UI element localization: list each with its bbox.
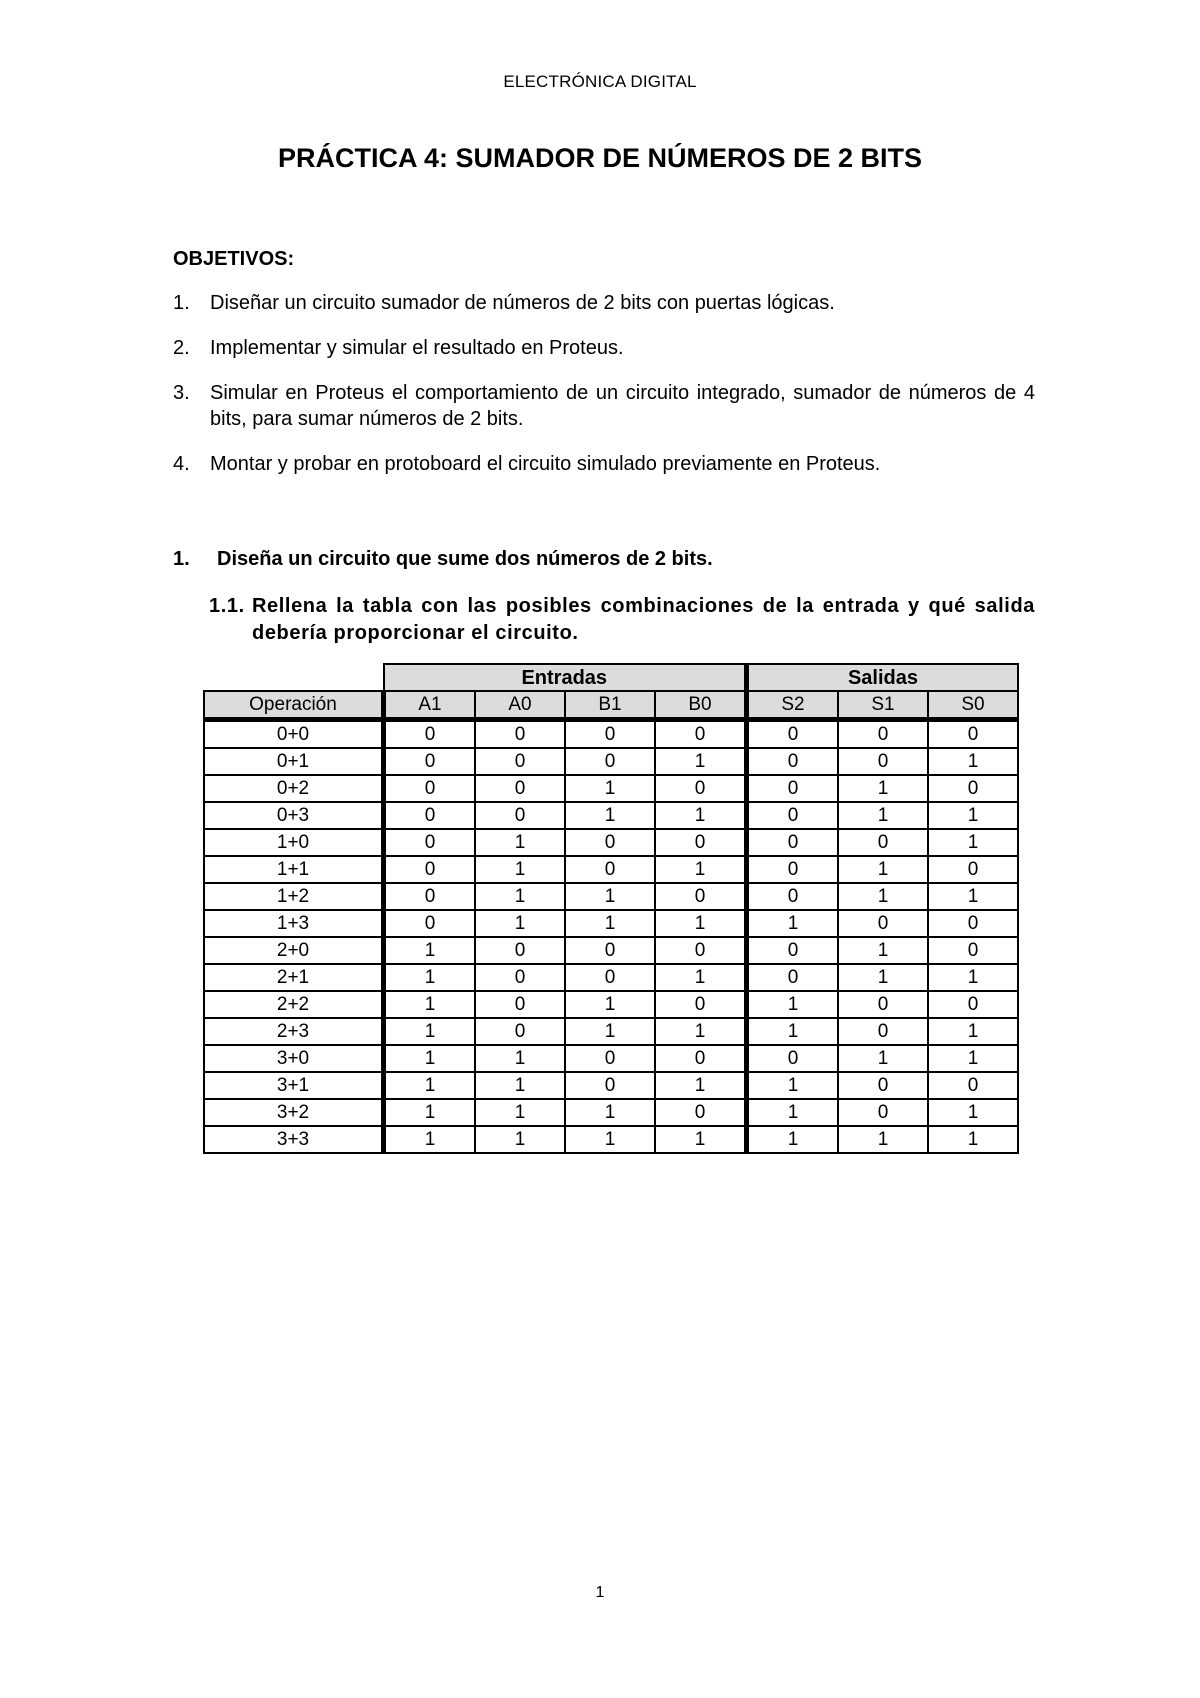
cell-b0: 0 xyxy=(655,883,747,910)
cell-s0: 1 xyxy=(928,1099,1018,1126)
cell-b0: 0 xyxy=(655,1099,747,1126)
cell-a1: 0 xyxy=(384,802,476,829)
cell-a1: 0 xyxy=(384,910,476,937)
cell-a1: 1 xyxy=(384,1126,476,1153)
table-row xyxy=(204,937,1018,964)
section-heading xyxy=(173,548,713,571)
cell-s2: 1 xyxy=(747,1099,839,1126)
cell-a0: 0 xyxy=(475,720,565,749)
cell-a1: 1 xyxy=(384,991,476,1018)
cell-s1: 0 xyxy=(838,991,928,1018)
column-header-row xyxy=(204,691,1018,720)
cell-a1: 0 xyxy=(384,829,476,856)
cell-s2: 1 xyxy=(747,1126,839,1153)
objective-text: Implementar y simular el resultado en Proteus. xyxy=(210,337,624,359)
cell-operation: 3+3 xyxy=(204,1126,384,1153)
cell-s2: 0 xyxy=(747,937,839,964)
cell-s0: 1 xyxy=(928,829,1018,856)
col-header-operacion: Operación xyxy=(204,691,384,720)
table-row xyxy=(204,802,1018,829)
cell-a1: 0 xyxy=(384,856,476,883)
objective-text: Montar y probar en protoboard el circuito simulado previamente en Proteus. xyxy=(210,453,881,475)
cell-b1: 0 xyxy=(565,856,655,883)
cell-b0: 1 xyxy=(655,964,747,991)
cell-s0: 0 xyxy=(928,910,1018,937)
cell-b0: 1 xyxy=(655,910,747,937)
inputs-group-header: Entradas xyxy=(384,664,747,691)
cell-b1: 1 xyxy=(565,1126,655,1153)
cell-b1: 0 xyxy=(565,748,655,775)
cell-s2: 0 xyxy=(747,1045,839,1072)
cell-b0: 1 xyxy=(655,1018,747,1045)
table-row xyxy=(204,1018,1018,1045)
table-row xyxy=(204,720,1018,749)
cell-a0: 0 xyxy=(475,748,565,775)
cell-a1: 1 xyxy=(384,1072,476,1099)
table-row xyxy=(204,829,1018,856)
cell-operation: 0+2 xyxy=(204,775,384,802)
section-text: Diseña un circuito que sume dos números de 2 bits. xyxy=(217,548,713,570)
cell-b1: 1 xyxy=(565,991,655,1018)
cell-s1: 1 xyxy=(838,775,928,802)
cell-b1: 1 xyxy=(565,1018,655,1045)
cell-s1: 1 xyxy=(838,964,928,991)
col-header-s1: S1 xyxy=(838,691,928,720)
objectives-list xyxy=(173,290,1035,496)
cell-a1: 0 xyxy=(384,883,476,910)
page-header: ELECTRÓNICA DIGITAL xyxy=(503,72,697,91)
cell-s0: 1 xyxy=(928,802,1018,829)
cell-s1: 0 xyxy=(838,1072,928,1099)
cell-s2: 0 xyxy=(747,829,839,856)
cell-s2: 0 xyxy=(747,856,839,883)
cell-a0: 1 xyxy=(475,1072,565,1099)
cell-a0: 1 xyxy=(475,1099,565,1126)
col-header-s0: S0 xyxy=(928,691,1018,720)
cell-b0: 1 xyxy=(655,1072,747,1099)
cell-b1: 1 xyxy=(565,1099,655,1126)
cell-s2: 1 xyxy=(747,991,839,1018)
objective-text: Simular en Proteus el comportamiento de un circuito integrado, sumador de números de 4 bits, para sumar números de 2 bits. xyxy=(210,382,1035,430)
cell-a1: 1 xyxy=(384,1018,476,1045)
table-row xyxy=(204,1072,1018,1099)
cell-a0: 1 xyxy=(475,883,565,910)
cell-s1: 0 xyxy=(838,1099,928,1126)
table-row xyxy=(204,1099,1018,1126)
cell-s0: 0 xyxy=(928,1072,1018,1099)
cell-operation: 1+1 xyxy=(204,856,384,883)
cell-a0: 0 xyxy=(475,802,565,829)
cell-s1: 1 xyxy=(838,937,928,964)
cell-a0: 0 xyxy=(475,1018,565,1045)
cell-operation: 0+1 xyxy=(204,748,384,775)
subsection-number: 1.1. xyxy=(209,595,245,617)
cell-b1: 1 xyxy=(565,883,655,910)
table-row xyxy=(204,1126,1018,1153)
cell-b1: 0 xyxy=(565,1045,655,1072)
cell-s0: 1 xyxy=(928,883,1018,910)
cell-operation: 3+0 xyxy=(204,1045,384,1072)
cell-a0: 0 xyxy=(475,775,565,802)
cell-s2: 0 xyxy=(747,748,839,775)
cell-a1: 1 xyxy=(384,964,476,991)
cell-s2: 0 xyxy=(747,964,839,991)
cell-b0: 0 xyxy=(655,720,747,749)
table-row xyxy=(204,1045,1018,1072)
cell-b0: 0 xyxy=(655,937,747,964)
cell-operation: 1+3 xyxy=(204,910,384,937)
objective-item xyxy=(173,380,1035,432)
cell-s2: 1 xyxy=(747,1072,839,1099)
cell-b1: 1 xyxy=(565,802,655,829)
cell-operation: 2+0 xyxy=(204,937,384,964)
cell-a0: 1 xyxy=(475,1126,565,1153)
cell-s1: 0 xyxy=(838,748,928,775)
cell-a0: 0 xyxy=(475,964,565,991)
table-row xyxy=(204,910,1018,937)
cell-b0: 1 xyxy=(655,748,747,775)
cell-s1: 1 xyxy=(838,1126,928,1153)
cell-a0: 0 xyxy=(475,937,565,964)
cell-s1: 0 xyxy=(838,910,928,937)
col-header-a0: A0 xyxy=(475,691,565,720)
objective-item xyxy=(173,335,1035,361)
cell-a0: 1 xyxy=(475,856,565,883)
outputs-group-header: Salidas xyxy=(747,664,1019,691)
cell-s1: 1 xyxy=(838,856,928,883)
cell-a0: 1 xyxy=(475,829,565,856)
cell-b0: 0 xyxy=(655,1045,747,1072)
subsection-text: Rellena la tabla con las posibles combinaciones de la entrada y qué salida debería proporcionar el circuito. xyxy=(252,595,1035,644)
cell-s0: 1 xyxy=(928,1045,1018,1072)
cell-operation: 3+2 xyxy=(204,1099,384,1126)
cell-a1: 0 xyxy=(384,720,476,749)
cell-s0: 1 xyxy=(928,1126,1018,1153)
cell-a1: 1 xyxy=(384,937,476,964)
objective-number: 4. xyxy=(173,453,190,475)
cell-s2: 0 xyxy=(747,802,839,829)
table-row xyxy=(204,883,1018,910)
cell-s2: 0 xyxy=(747,883,839,910)
cell-b1: 1 xyxy=(565,910,655,937)
cell-operation: 0+0 xyxy=(204,720,384,749)
cell-a0: 1 xyxy=(475,1045,565,1072)
cell-operation: 2+1 xyxy=(204,964,384,991)
cell-s0: 0 xyxy=(928,856,1018,883)
group-header-row xyxy=(204,664,1018,691)
objective-number: 2. xyxy=(173,337,190,359)
col-header-a1: A1 xyxy=(384,691,476,720)
cell-s1: 1 xyxy=(838,883,928,910)
cell-operation: 1+0 xyxy=(204,829,384,856)
cell-s0: 1 xyxy=(928,964,1018,991)
cell-a0: 1 xyxy=(475,910,565,937)
cell-b0: 0 xyxy=(655,775,747,802)
objective-item xyxy=(173,290,1035,316)
cell-s0: 1 xyxy=(928,1018,1018,1045)
cell-s1: 0 xyxy=(838,720,928,749)
cell-s1: 0 xyxy=(838,829,928,856)
cell-a1: 0 xyxy=(384,775,476,802)
col-header-b0: B0 xyxy=(655,691,747,720)
cell-b0: 0 xyxy=(655,991,747,1018)
cell-s2: 0 xyxy=(747,775,839,802)
cell-s0: 0 xyxy=(928,991,1018,1018)
cell-b0: 1 xyxy=(655,1126,747,1153)
cell-b1: 1 xyxy=(565,775,655,802)
cell-a1: 1 xyxy=(384,1045,476,1072)
cell-operation: 2+2 xyxy=(204,991,384,1018)
cell-s2: 0 xyxy=(747,720,839,749)
table-row xyxy=(204,856,1018,883)
table-row xyxy=(204,964,1018,991)
cell-operation: 1+2 xyxy=(204,883,384,910)
cell-s1: 0 xyxy=(838,1018,928,1045)
subsection-heading xyxy=(209,593,1035,647)
cell-a1: 1 xyxy=(384,1099,476,1126)
cell-a1: 0 xyxy=(384,748,476,775)
cell-s0: 1 xyxy=(928,748,1018,775)
page-number: 1 xyxy=(595,1584,605,1601)
truth-table xyxy=(203,663,1019,1154)
cell-b1: 0 xyxy=(565,720,655,749)
cell-b1: 0 xyxy=(565,1072,655,1099)
cell-s0: 0 xyxy=(928,775,1018,802)
objective-text: Diseñar un circuito sumador de números de 2 bits con puertas lógicas. xyxy=(210,292,835,314)
cell-s2: 1 xyxy=(747,1018,839,1045)
cell-s0: 0 xyxy=(928,937,1018,964)
cell-b0: 1 xyxy=(655,802,747,829)
cell-operation: 3+1 xyxy=(204,1072,384,1099)
table-row xyxy=(204,991,1018,1018)
col-header-b1: B1 xyxy=(565,691,655,720)
page-title: PRÁCTICA 4: SUMADOR DE NÚMEROS DE 2 BITS xyxy=(277,143,923,173)
cell-b1: 0 xyxy=(565,829,655,856)
objective-number: 3. xyxy=(173,382,190,404)
objectives-heading: OBJETIVOS: xyxy=(173,248,295,270)
objective-number: 1. xyxy=(173,292,190,314)
cell-s1: 1 xyxy=(838,802,928,829)
cell-s0: 0 xyxy=(928,720,1018,749)
cell-s2: 1 xyxy=(747,910,839,937)
cell-b1: 0 xyxy=(565,937,655,964)
cell-b0: 1 xyxy=(655,856,747,883)
cell-operation: 0+3 xyxy=(204,802,384,829)
cell-s1: 1 xyxy=(838,1045,928,1072)
blank-cell xyxy=(204,664,384,691)
objective-item xyxy=(173,451,1035,477)
table-row xyxy=(204,748,1018,775)
cell-b0: 0 xyxy=(655,829,747,856)
cell-a0: 0 xyxy=(475,991,565,1018)
col-header-s2: S2 xyxy=(747,691,839,720)
table-row xyxy=(204,775,1018,802)
cell-b1: 0 xyxy=(565,964,655,991)
cell-operation: 2+3 xyxy=(204,1018,384,1045)
section-number: 1. xyxy=(173,548,190,570)
